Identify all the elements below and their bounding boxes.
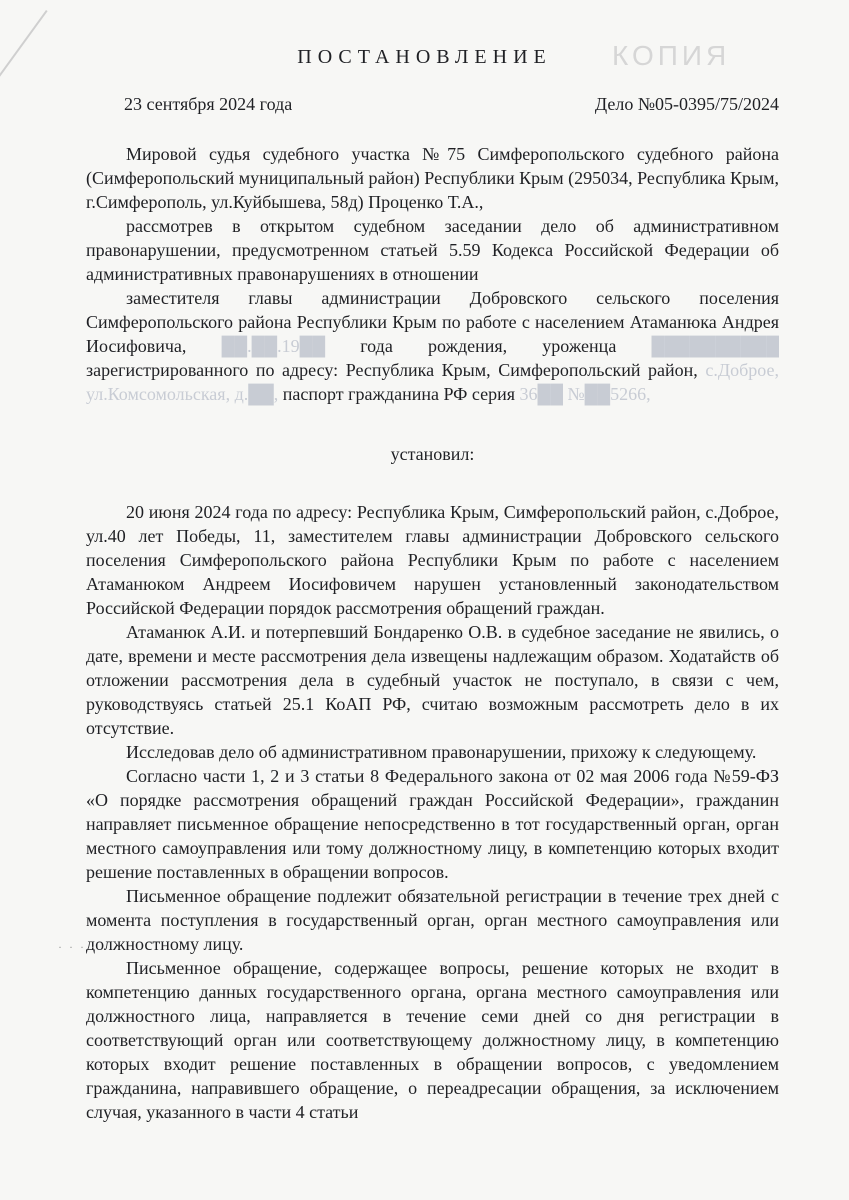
defendant-text: заместителя главы администрации Добровского сельского поселения Симферопольского района Республики Крым по работе с населением Атаманюка Андрея Иосифовича, xyxy=(86,288,779,356)
section-heading-established: установил: xyxy=(390,444,475,464)
paragraph-law: Согласно части 1, 2 и 3 статьи 8 Федерального закона от 02 мая 2006 года №59-ФЗ «О порядке рассмотрения обращений граждан Российской Федерации», гражданин направляет письменное обращение непосредственно в тот государственный орган, орган местного самоуправления или тому должностному лицу, в компетенцию которых входит решение поставленных в обращении вопросов. xyxy=(86,766,779,882)
case-number: Дело №05-0395/75/2024 xyxy=(594,94,779,114)
margin-marks: · · · · xyxy=(58,940,97,954)
paragraph-defendant xyxy=(86,286,779,406)
paragraph-registration: Письменное обращение подлежит обязательной регистрации в течение трех дней с момента поступления в государственный орган, орган местного самоуправления или должностному лицу. xyxy=(86,886,779,954)
document-body xyxy=(86,142,779,1124)
paragraph-absence: Атаманюк А.И. и потерпевший Бондаренко О.В. в судебное заседание не явились, о дате, времени и месте рассмотрения дела извещены надлежащим образом. Ходатайств об отложении рассмотрения дела в судебный участок не поступало, в связи с чем, руководствуясь статьей 25.1 КоАП РФ, считаю возможным рассмотреть дело в их отсутствие. xyxy=(86,622,779,738)
passport-phrase: паспорт гражданина РФ серия xyxy=(282,384,515,404)
paragraph-incident: 20 июня 2024 года по адресу: Республика Крым, Симферопольский район, с.Доброе, ул.40 лет Победы, 11, заместителем главы администрации Добровского сельского поселения Симферопольского района Республики Крым по работе с населением Атаманюком Андреем Иосифовичем нарушен установленный законодательством Российской Федерации порядок рассмотрения обращений граждан. xyxy=(86,502,779,618)
paragraph-conclusion: Исследовав дело об административном правонарушении, прихожу к следующему. xyxy=(126,742,757,762)
redacted-passport: 36██ №██5266, xyxy=(519,384,651,404)
copy-stamp: КОПИЯ xyxy=(612,40,731,71)
redacted-birthplace: ██████████ xyxy=(651,336,779,356)
birth-phrase: года рождения, уроженца xyxy=(360,336,617,356)
date-line xyxy=(124,94,779,115)
redacted-address: с.Доброе, ул.Комсомольская, д.██, xyxy=(86,360,780,404)
redacted-birth-date: ██.██.19██ xyxy=(221,336,326,356)
document-date: 23 сентября 2024 года xyxy=(124,94,293,114)
paragraph-redirection: Письменное обращение, содержащее вопросы, решение которых не входит в компетенцию данных государственного органа, органа местного самоуправления или должностного лица, направляется в течение семи дней со дня регистрации в соответствующий орган или соответствующему должностному лицу, в компетенцию которых входит решение поставленных в обращении вопросов, с уведомлением гражданина, направившего обращение, о переадресации обращения, за исключением случая, указанного в части 4 статьи xyxy=(86,958,779,1122)
registration-text: зарегистрированного по адресу: Республика Крым, Симферопольский район, xyxy=(86,360,698,380)
paragraph-considering: рассмотрев в открытом судебном заседании дело об административном правонарушении, предусмотренном статьей 5.59 Кодекса Российской Федерации об административных правонарушениях в отношении xyxy=(86,216,779,284)
document-title: ПОСТАНОВЛЕНИЕ xyxy=(297,46,552,68)
paragraph-judge: Мировой судья судебного участка №75 Симферопольского судебного района (Симферопольский муниципальный район) Республики Крым (295034, Республика Крым, г.Симферополь, ул.Куйбышева, 58д) Проценко Т.А., xyxy=(86,144,779,212)
